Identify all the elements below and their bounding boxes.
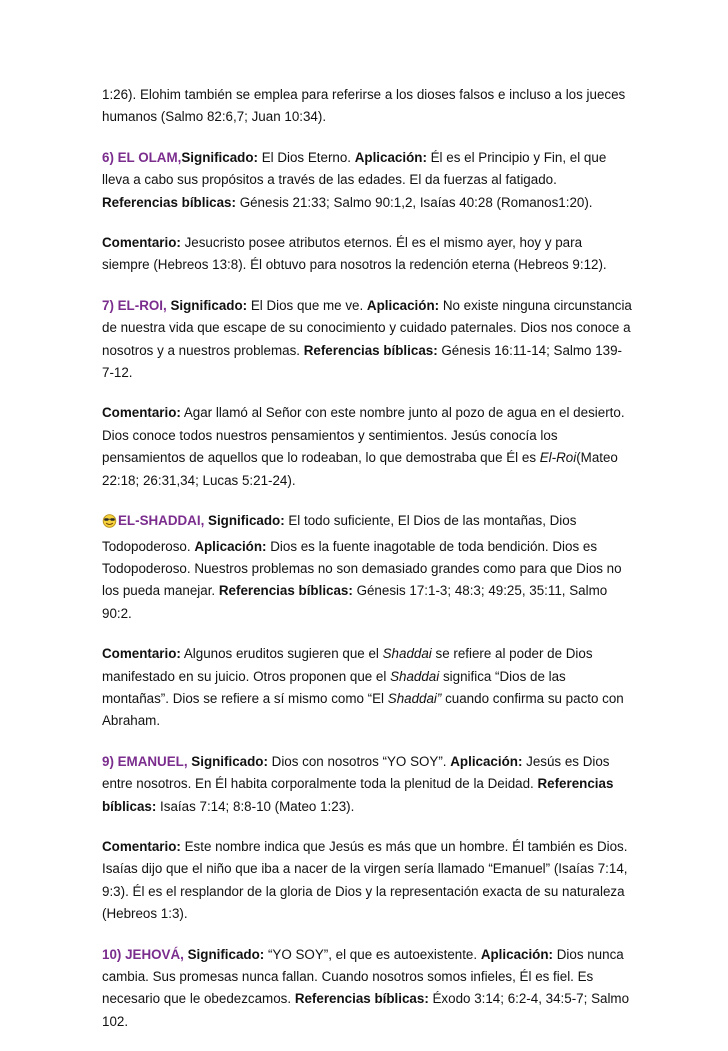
- referencias-text: Génesis 21:33; Salmo 90:1,2, Isaías 40:28 (Romanos1:20).: [235, 194, 593, 210]
- comentario-el-roi: [102, 402, 632, 492]
- referencias-label: Referencias bíblicas:: [102, 194, 236, 210]
- significado-text: El todo suficiente, El Dios de las montañas, Dios Todopoderoso.: [102, 513, 577, 554]
- comentario-label: Comentario:: [102, 235, 181, 251]
- comentario-text: Este nombre indica que Jesús es más que un hombre. Él también es Dios. Isaías dijo que el niño que iba a nacer de la virgen sería llamado “Emanuel” (Isaías 7:14, 9:3). Él es el resplandor de la gloria de Dios y la representación exacta de su naturaleza (Hebreos 1:3).: [102, 838, 628, 922]
- aplicacion-label: Aplicación:: [480, 946, 553, 962]
- comentario-italic-shaddai: Shaddai”: [387, 690, 442, 706]
- section-el-olam: [102, 147, 632, 214]
- aplicacion-text: No existe ninguna circunstancia de nuestra vida que escape de su conocimiento y cuidado paternales. Dios nos conoce a nosotros y a nuestros problemas.: [102, 297, 632, 358]
- significado-label: Significado:: [170, 297, 248, 313]
- comentario-text: Algunos eruditos sugieren que el: [180, 646, 383, 662]
- comentario-italic-shaddai: Shaddai: [382, 646, 432, 662]
- aplicacion-text: Dios nunca cambia. Sus promesas nunca fallan. Cuando nosotros somos infieles, Él es fiel. Es necesario que le obedezcamos.: [102, 946, 624, 1007]
- significado-label: Significado:: [191, 753, 268, 769]
- aplicacion-text: Él es el Principio y Fin, el que lleva a cabo sus propósitos a través de las edades. El da fuerzas al fatigado.: [102, 149, 607, 188]
- comentario-italic-el-roi: El-Roi: [539, 450, 577, 466]
- comentario-text-end: cuando confirma su pacto con Abraham.: [102, 690, 624, 729]
- name-heading: 7) EL-ROI,: [102, 297, 167, 313]
- comentario-label: Comentario:: [102, 405, 181, 421]
- name-heading: EL-SHADDAI,: [118, 513, 205, 529]
- aplicacion-label: Aplicación:: [194, 538, 267, 554]
- aplicacion-text: Dios es la fuente inagotable de toda bendición. Dios es Todopoderoso. Nuestros problemas no son demasiado grandes como para que Dios no los pueda manejar.: [102, 538, 622, 599]
- comentario-el-shaddai: [102, 643, 632, 733]
- significado-label: Significado:: [187, 946, 265, 962]
- comentario-el-olam: [102, 232, 632, 277]
- referencias-text: Isaías 7:14; 8:8-10 (Mateo 1:23).: [156, 798, 355, 814]
- significado-text: El Dios Eterno.: [257, 149, 355, 165]
- smiley-sunglasses-icon: [102, 513, 117, 535]
- significado-label: Significado:: [181, 149, 258, 165]
- referencias-label: Referencias bíblicas:: [294, 991, 429, 1007]
- name-heading: 10) JEHOVÁ,: [102, 946, 184, 962]
- aplicacion-label: Aplicación:: [450, 753, 523, 769]
- aplicacion-label: Aplicación:: [366, 297, 440, 313]
- significado-text: Dios con nosotros “YO SOY”.: [267, 753, 451, 769]
- section-el-shaddai: [102, 510, 632, 625]
- comentario-text-end: (Mateo 22:18; 26:31,34; Lucas 5:21-24).: [102, 450, 618, 488]
- comentario-label: Comentario:: [102, 838, 181, 854]
- comentario-text: Agar llamó al Señor con este nombre junto al pozo de agua en el desierto. Dios conoce todos nuestros pensamientos y sentimientos. Jesús conocía los pensamientos de aquellos que lo rodeaban, lo que demostraba que Él es: [102, 405, 625, 466]
- name-heading: 6) EL OLAM,: [102, 149, 182, 165]
- referencias-text: Génesis 17:1-3; 48:3; 49:25, 35:11, Salmo 90:2.: [102, 583, 608, 621]
- aplicacion-text: Jesús es Dios entre nosotros. En Él habita corporalmente toda la plenitud de la Deidad.: [102, 753, 610, 792]
- name-heading: 9) EMANUEL,: [102, 753, 188, 769]
- section-jehova: [102, 944, 632, 1034]
- comentario-text: Jesucristo posee atributos eternos. Él es el mismo ayer, hoy y para siempre (Hebreos 13:8). Él obtuvo para nosotros la redención eterna (Hebreos 9:12).: [102, 235, 607, 273]
- comentario-text: significa “Dios de las montañas”. Dios se refiere a sí mismo como “El: [102, 668, 566, 706]
- paragraph-text: 1:26). Elohim también se emplea para referirse a los dioses falsos e incluso a los jueces humanos (Salmo 82:6,7; Juan 10:34).: [102, 87, 626, 125]
- referencias-label: Referencias bíblicas:: [218, 583, 353, 599]
- significado-text: “YO SOY”, el que es autoexistente.: [264, 946, 481, 962]
- significado-text: El Dios que me ve.: [247, 297, 367, 313]
- referencias-label: Referencias bíblicas:: [102, 776, 614, 814]
- comentario-label: Comentario:: [102, 646, 181, 662]
- referencias-text: Génesis 16:11-14; Salmo 139-7-12.: [102, 342, 623, 381]
- paragraph-elohim-continuation: [102, 84, 632, 129]
- referencias-label: Referencias bíblicas:: [303, 342, 438, 358]
- referencias-text: Éxodo 3:14; 6:2-4, 34:5-7; Salmo 102.: [102, 991, 630, 1029]
- aplicacion-label: Aplicación:: [354, 149, 427, 165]
- comentario-text: se refiere al poder de Dios manifestado en su juicio. Otros proponen que el: [102, 646, 593, 684]
- section-el-roi: [102, 295, 632, 385]
- document-body: [102, 84, 632, 1051]
- comentario-emanuel: [102, 836, 632, 926]
- comentario-italic-shaddai: Shaddai: [390, 668, 440, 684]
- significado-label: Significado:: [208, 513, 285, 529]
- section-emanuel: [102, 751, 632, 818]
